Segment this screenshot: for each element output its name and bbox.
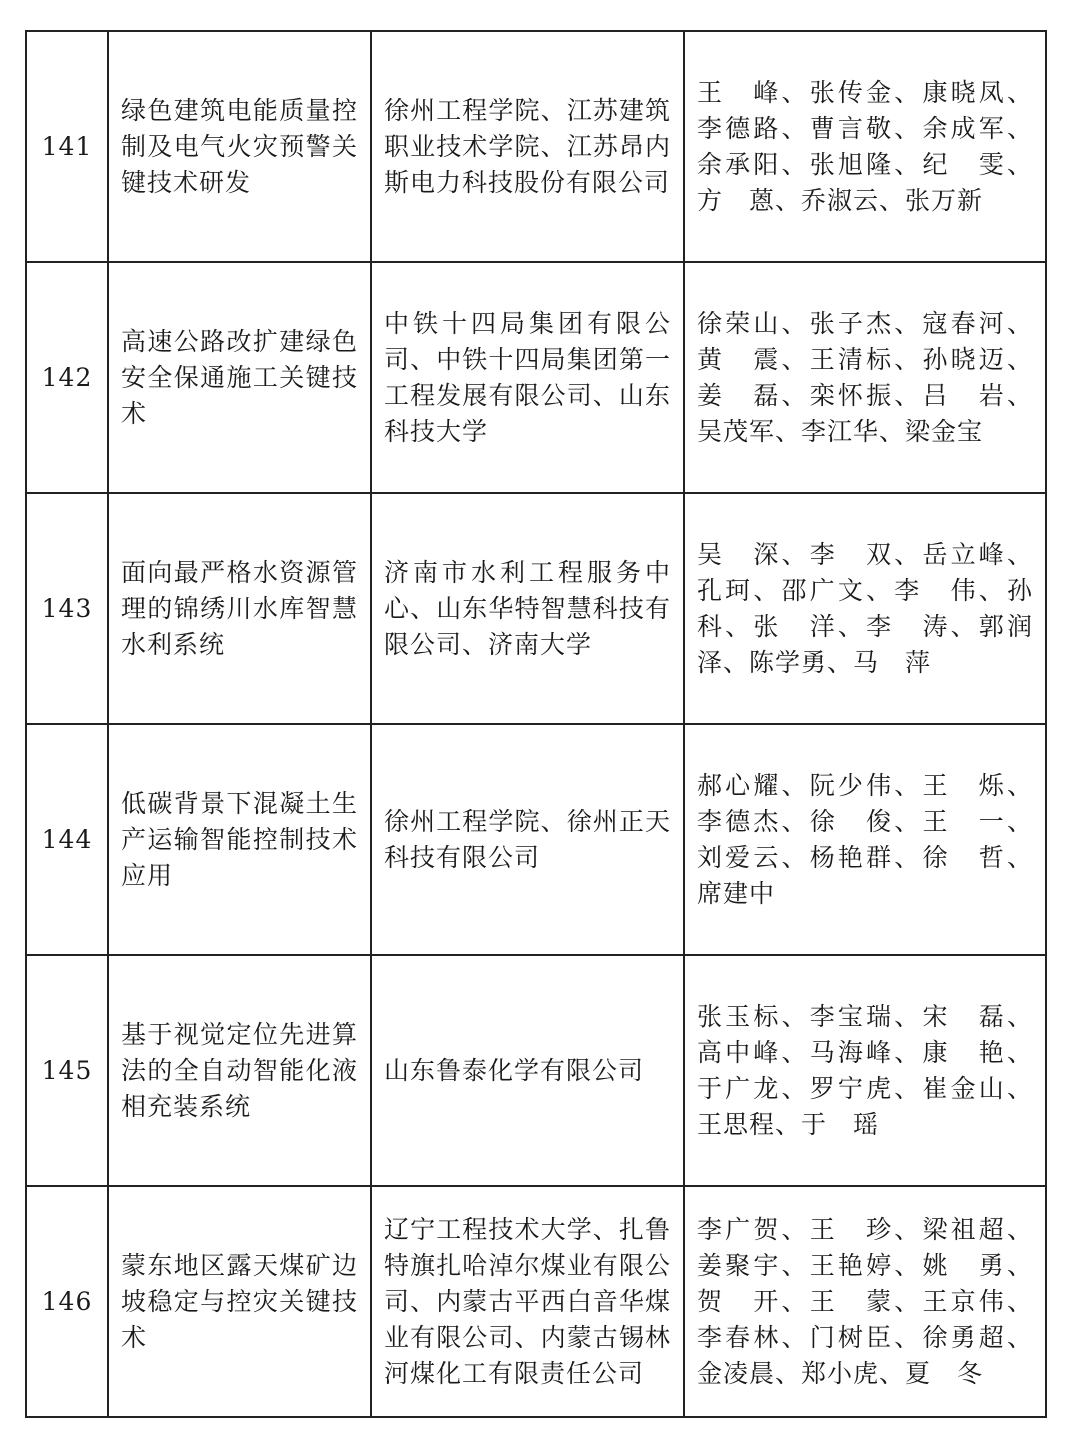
table-row — [26, 1186, 1046, 1417]
completing-people: 李广贺、王 珍、梁祖超、姜聚宇、王艳婷、姚 勇、贺 开、王 蒙、王京伟、李春林、门树臣、徐勇超、金凌晨、郑小虎、夏 冬 — [684, 1186, 1046, 1417]
completing-people: 徐荣山、张子杰、寇春河、黄 震、王清标、孙晓迈、姜 磊、栾怀振、吕 岩、吴茂军、李江华、梁金宝 — [684, 262, 1046, 493]
completing-units: 徐州工程学院、江苏建筑职业技术学院、江苏昂内斯电力科技股份有限公司 — [371, 31, 684, 262]
table-row — [26, 31, 1046, 262]
row-number: 146 — [26, 1186, 108, 1417]
project-name: 低碳背景下混凝土生产运输智能控制技术应用 — [108, 724, 371, 955]
completing-people: 吴 深、李 双、岳立峰、孔珂、邵广文、李 伟、孙 科、张 洋、李 涛、郭润泽、陈学勇、马 萍 — [684, 493, 1046, 724]
table-row — [26, 262, 1046, 493]
project-name: 面向最严格水资源管理的锦绣川水库智慧水利系统 — [108, 493, 371, 724]
completing-units: 辽宁工程技术大学、扎鲁特旗扎哈淖尔煤业有限公司、内蒙古平西白音华煤业有限公司、内蒙古锡林河煤化工有限责任公司 — [371, 1186, 684, 1417]
completing-units: 徐州工程学院、徐州正天科技有限公司 — [371, 724, 684, 955]
table-row — [26, 955, 1046, 1186]
project-name: 蒙东地区露天煤矿边坡稳定与控灾关键技术 — [108, 1186, 371, 1417]
row-number: 141 — [26, 31, 108, 262]
completing-people: 王 峰、张传金、康晓凤、李德路、曹言敬、余成军、余承阳、张旭隆、纪 雯、方 蒽、乔淑云、张万新 — [684, 31, 1046, 262]
table-row — [26, 724, 1046, 955]
completing-units: 山东鲁泰化学有限公司 — [371, 955, 684, 1186]
project-name: 高速公路改扩建绿色安全保通施工关键技术 — [108, 262, 371, 493]
row-number: 144 — [26, 724, 108, 955]
row-number: 143 — [26, 493, 108, 724]
completing-people: 张玉标、李宝瑞、宋 磊、高中峰、马海峰、康 艳、于广龙、罗宁虎、崔金山、王思程、于 瑶 — [684, 955, 1046, 1186]
awards-table — [25, 30, 1060, 1418]
project-name: 绿色建筑电能质量控制及电气火灾预警关键技术研发 — [108, 31, 371, 262]
project-name: 基于视觉定位先进算法的全自动智能化液相充装系统 — [108, 955, 371, 1186]
completing-units: 中铁十四局集团有限公司、中铁十四局集团第一工程发展有限公司、山东科技大学 — [371, 262, 684, 493]
completing-units: 济南市水利工程服务中心、山东华特智慧科技有限公司、济南大学 — [371, 493, 684, 724]
table-row — [26, 493, 1046, 724]
row-number: 142 — [26, 262, 108, 493]
completing-people: 郝心耀、阮少伟、王 烁、李德杰、徐 俊、王 一、刘爱云、杨艳群、徐 哲、席建中 — [684, 724, 1046, 955]
row-number: 145 — [26, 955, 108, 1186]
